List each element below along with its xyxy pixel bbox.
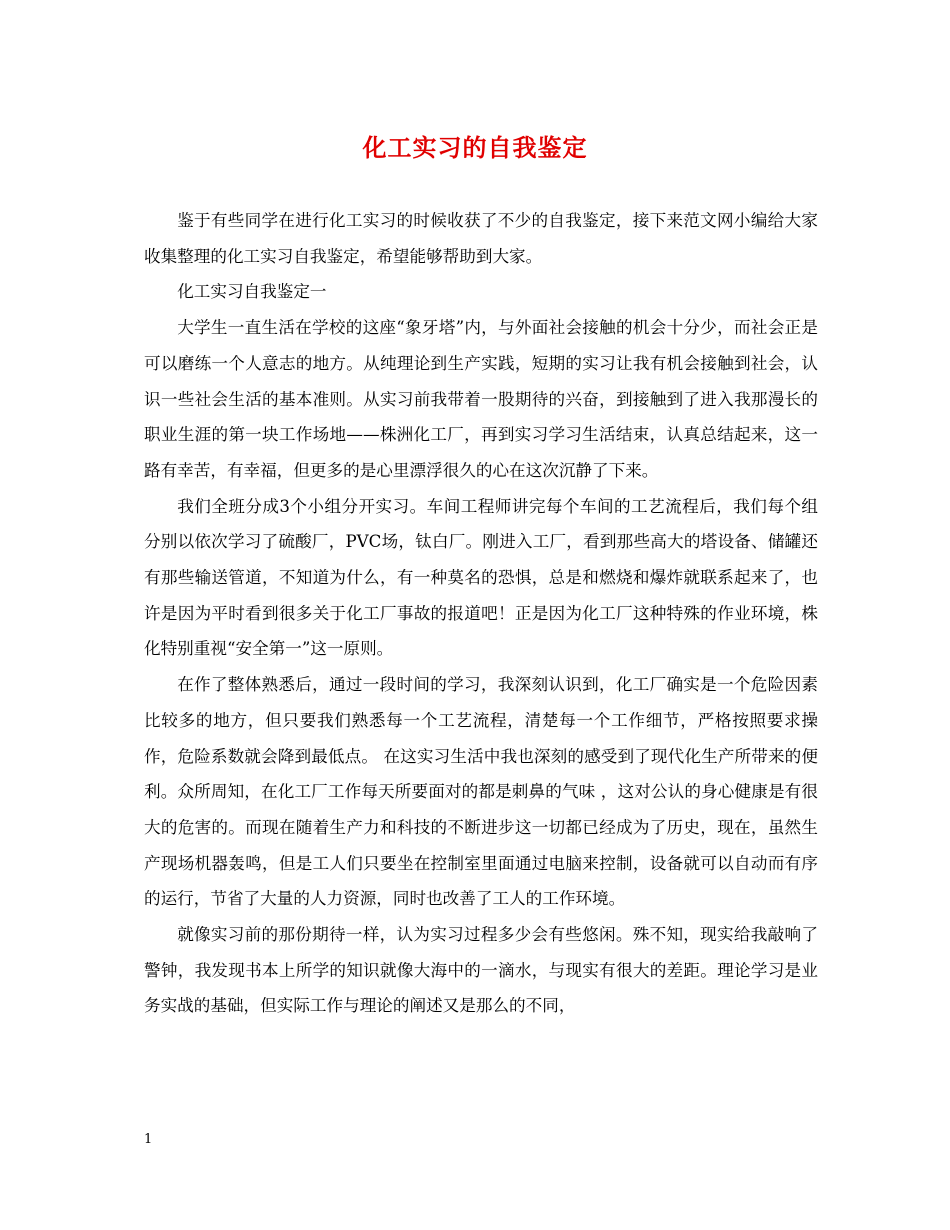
document-title: 化工实习的自我鉴定: [362, 134, 588, 162]
paragraph: 大学生一直生活在学校的这座“象牙塔”内，与外面社会接触的机会十分少，而社会正是可以磨练一个人意志的地方。从纯理论到生产实践，短期的实习让我有机会接触到社会，认识一些社会生活的基本准则。从实习前我带着一股期待的兴奋，到接触到了进入我那漫长的职业生涯的第一块工作场地——株洲化工厂，再到实习学习生活结束，认真总结起来，这一路有幸苦，有幸福，但更多的是心里漂浮很久的心在这次沉静了下来。: [144, 318, 818, 480]
paragraph: 在作了整体熟悉后，通过一段时间的学习，我深刻认识到，化工厂确实是一个危险因素比较多的地方，但只要我们熟悉每一个工艺流程，清楚每一个工作细节，严格按照要求操作，危险系数就会降到最低点。 在这实习生活中我也深刻的感受到了现代化生产所带来的便利。众所周知，在化工厂工作每天所要面对的都是刺鼻的气味 ，这对公认的身心健康是有很大的危害的。而现在随着生产力和科技的不断进步这一切都已经成为了历史，现在，虽然生产现场机器轰鸣，但是工人们只要坐在控制室里面通过电脑来控制，设备就可以自动而有序的运行，节省了大量的人力资源，同时也改善了工人的工作环境。: [144, 675, 818, 909]
paragraph-intro: 鉴于有些同学在进行化工实习的时候收获了不少的自我鉴定，接下来范文网小编给大家收集整理的化工实习自我鉴定，希望能够帮助到大家。: [144, 211, 818, 266]
paragraph: 我们全班分成3个小组分开实习。车间工程师讲完每个车间的工艺流程后，我们每个组分别以依次学习了硫酸厂，PVC场，钛白厂。刚进入工厂，看到那些高大的塔设备、储罐还有那些输送管道，不知道为什么，有一种莫名的恐惧，总是和燃烧和爆炸就联系起来了，也许是因为平时看到很多关于化工厂事故的报道吧！正是因为化工厂这种特殊的作业环境，株化特别重视“安全第一”这一原则。: [144, 496, 818, 659]
page-number: 1: [144, 1132, 153, 1147]
section-heading: 化工实习自我鉴定一: [177, 282, 327, 302]
document-body: [144, 203, 818, 1024]
paragraph: 就像实习前的那份期待一样，认为实习过程多少会有些悠闲。殊不知，现实给我敲响了警钟，我发现书本上所学的知识就像大海中的一滴水，与现实有很大的差距。理论学习是业务实战的基础，但实际工作与理论的阐述又是那么的不同，: [144, 925, 818, 1016]
